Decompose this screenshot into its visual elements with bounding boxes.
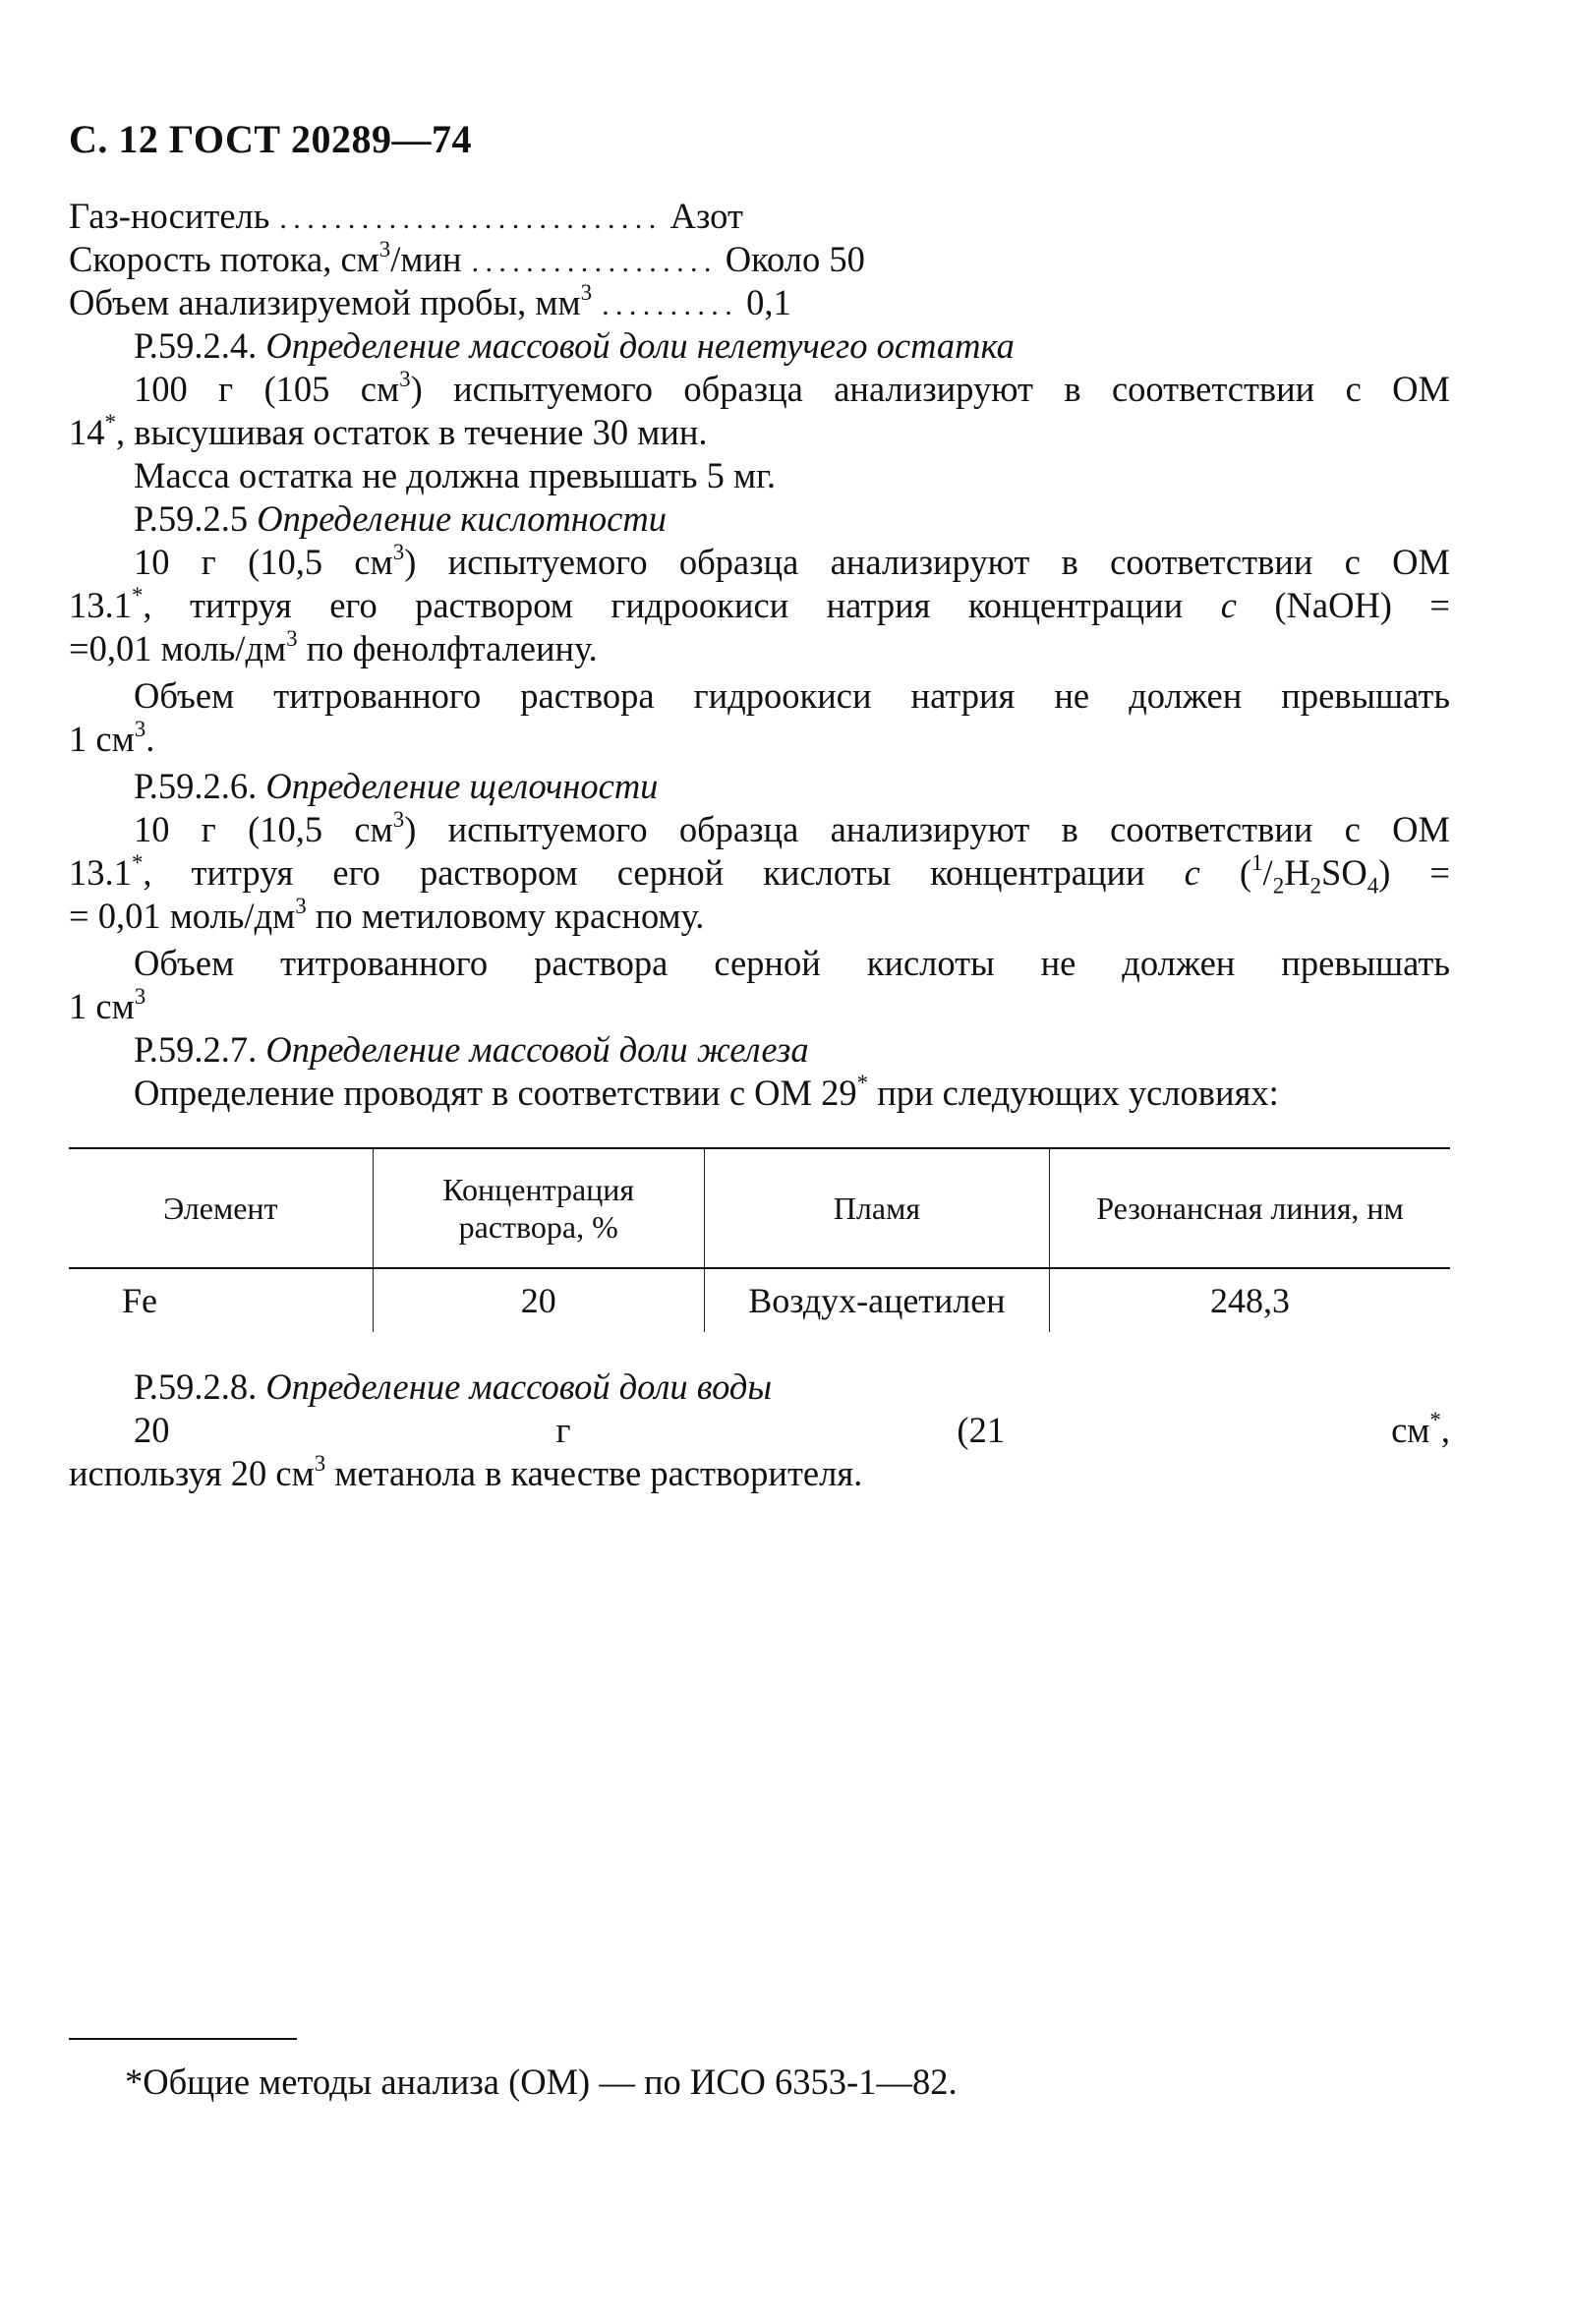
paragraph-line: Определение проводят в соответствии с ОМ 29* при следующих условиях: [134, 1070, 1279, 1113]
table-cell: 20 [373, 1268, 704, 1332]
column-header: Концентрация раствора, % [373, 1148, 704, 1268]
paragraph-line: 100 г (105 $см^3$) испытуемого образца анализируют в соответствии с ОМ [134, 366, 1450, 409]
leader-dots: .................. [471, 246, 718, 278]
column-header: Пламя [704, 1148, 1049, 1268]
paragraph-line: Масса остатка не должна превышать 5 мг. [134, 455, 777, 495]
table-cell: Fe [122, 1281, 157, 1320]
paragraph-line: = 0,01 моль/$дм^3$ по метиловому красному. [69, 893, 705, 936]
paragraph-line: используя 20 $см^3$ метанола в качестве растворителя. [69, 1450, 863, 1493]
param-label: Объем анализируемой пробы, $мм^3$ [69, 279, 593, 322]
paragraph-line: 1 $см^3$ [69, 983, 146, 1026]
table-cell: 248,3 [1050, 1268, 1450, 1332]
paragraph-line: Объем титрованного раствора серной кислоты не должен превышать [134, 943, 1450, 983]
sections-block [69, 324, 1450, 1115]
leader-dots: .......... [602, 289, 739, 321]
paragraph-line: =0,01 моль/$дм^3$ по фенолфталеину. [69, 625, 598, 668]
leader-dots: ............................ [279, 203, 663, 235]
paragraph-line: Объем титрованного раствора гидроокиси натрия не должен превышать [134, 675, 1450, 716]
paragraph-line: 10 г (10,5 $см^3$) испытуемого образца анализируют в соответствии с ОМ [134, 539, 1450, 582]
param-row [69, 195, 1450, 238]
paragraph-line: 13.1*, титруя его раствором гидроокиси натрия концентрации c (NaOH) = [69, 582, 1451, 625]
param-row [69, 238, 1450, 281]
param-label: Газ-носитель [69, 196, 270, 236]
param-value: Около 50 [725, 239, 865, 279]
section-heading: Р.59.2.8. Определение массовой доли воды [134, 1366, 773, 1407]
section-heading: Р.59.2.7. Определение массовой доли железа [134, 1029, 809, 1070]
footnote-rule [69, 2038, 297, 2040]
section-heading: Р.59.2.6. Определение щелочности [134, 766, 659, 806]
section-heading: Р.59.2.4. Определение массовой доли нелетучего остатка [134, 325, 1015, 366]
section-heading: Р.59.2.5 Определение кислотности [134, 498, 667, 539]
paragraph-line: 1 $см^3$. [69, 716, 155, 759]
column-header: Резонансная линия, нм [1050, 1148, 1450, 1268]
parameters-block [69, 195, 1450, 324]
section-water-block [69, 1365, 1450, 1495]
table-row [69, 1268, 1450, 1332]
paragraph-line: 20 г (21 см*, [134, 1407, 1450, 1450]
iron-conditions-table [69, 1147, 1450, 1332]
param-value: Азот [669, 196, 743, 236]
param-label: Скорость потока, $см^3$/мин [69, 236, 462, 279]
param-row [69, 281, 1450, 324]
paragraph-line: 13.1*, титруя его раствором серной кислоты концентрации c $(^1/_2H_2SO_4)$ = [69, 849, 1451, 899]
table-header-row [69, 1148, 1450, 1268]
paragraph-line: 14*, высушивая остаток в течение 30 мин. [69, 409, 708, 452]
column-header: Элемент [69, 1148, 373, 1268]
footnote: *Общие методы анализа (ОМ) — по ИСО 6353-1—82. [125, 2062, 958, 2102]
param-value: 0,1 [746, 282, 791, 322]
table-cell: Воздух-ацетилен [704, 1268, 1049, 1332]
paragraph-line: 10 г (10,5 $см^3$) испытуемого образца анализируют в соответствии с ОМ [134, 806, 1450, 849]
page-header: С. 12 ГОСТ 20289—74 [69, 117, 473, 161]
